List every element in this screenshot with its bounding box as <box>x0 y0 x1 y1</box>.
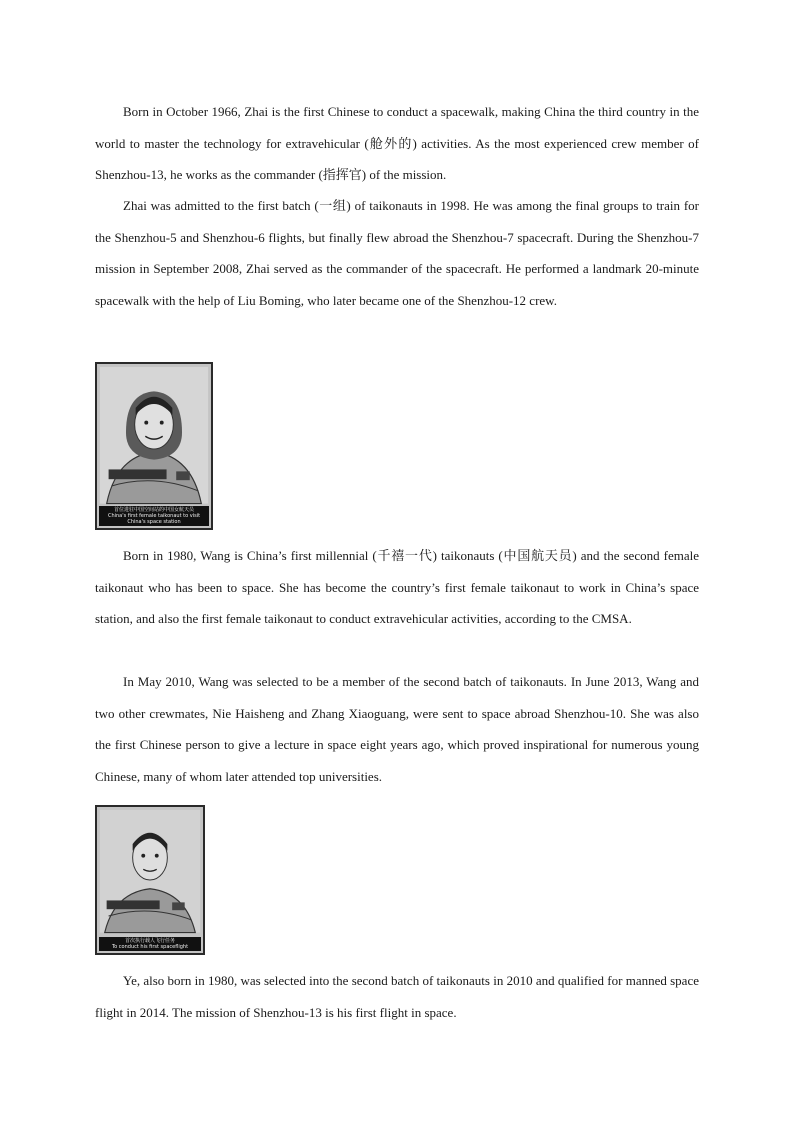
astronaut-portrait-icon <box>97 807 203 953</box>
astronaut-portrait-icon <box>97 364 211 528</box>
paragraph-zhai-career: Zhai was admitted to the first batch (一组) of taikonauts in 1998. He was among the final groups to train for the Shenzhou-5 and Shenzhou-6 flights, but finally flew abroad the Shenzhou-7 spacecraft. During the Shenzhou-7 mission in September 2008, Zhai served as the commander of the spacecraft. He performed a landmark 20-minute spacewalk with the help of Liu Boming, who later became one of the Shenzhou-12 crew. <box>95 198 699 308</box>
photo-caption: 首位进驻中国空间站的中国女航天员 China's first female taikonaut to visit China's space station <box>99 506 209 526</box>
photo-caption: 首次执行载人飞行任务 To conduct his first spaceflight <box>99 937 201 951</box>
photo-ye <box>95 805 205 955</box>
photo-wang <box>95 362 213 530</box>
paragraph-zhai-intro: Born in October 1966, Zhai is the first Chinese to conduct a spacewalk, making China the third country in the world to master the technology for extravehicular (舱外的) activities. As the most experienced crew member of Shenzhou-13, he works as the commander (指挥官) of the mission. <box>95 104 699 182</box>
paragraph-wang-career: In May 2010, Wang was selected to be a member of the second batch of taikonauts. In June 2013, Wang and two other crewmates, Nie Haisheng and Zhang Xiaoguang, were sent to space abroad Shenzhou-10. She was also the first Chinese person to give a lecture in space eight years ago, which proved inspirational for numerous young Chinese, many of whom later attended top universities. <box>95 674 699 784</box>
paragraph-ye: Ye, also born in 1980, was selected into the second batch of taikonauts in 2010 and qualified for manned space flight in 2014. The mission of Shenzhou-13 is his first flight in space. <box>95 973 699 1020</box>
paragraph-wang-intro: Born in 1980, Wang is China’s first millennial (千禧一代) taikonauts (中国航天员) and the second female taikonaut who has been to space. She has become the country’s first female taikonaut to work in China’s space station, and also the first female taikonaut to conduct extravehicular activities, according to the CMSA. <box>95 548 699 626</box>
